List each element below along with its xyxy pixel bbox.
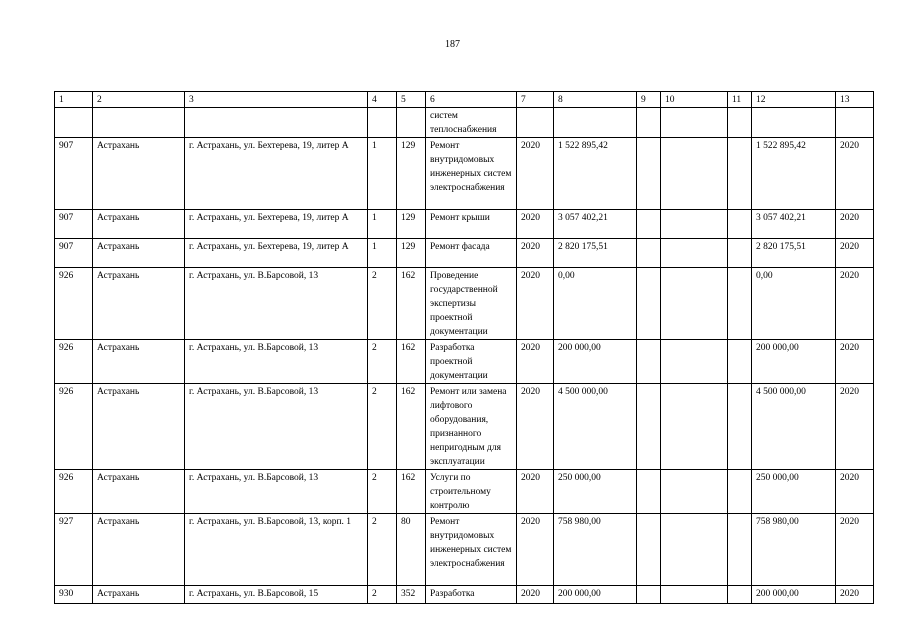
table-cell [55, 108, 93, 138]
table-cell: 162 [397, 268, 426, 340]
table-cell: Проведение государственной экспертизы проектной документации [426, 268, 517, 340]
table-cell: Астрахань [93, 340, 185, 384]
table-cell: г. Астрахань, ул. В.Барсовой, 15 [185, 586, 368, 604]
table-cell: 907 [55, 239, 93, 268]
table-cell [728, 384, 752, 470]
table-cell [661, 470, 728, 514]
table-cell [752, 108, 836, 138]
table-body [55, 92, 874, 604]
column-header: 9 [637, 92, 661, 108]
table-cell: 2020 [517, 268, 554, 340]
table-cell: 2 820 175,51 [752, 239, 836, 268]
table-cell: 162 [397, 384, 426, 470]
table-cell: 162 [397, 470, 426, 514]
table-cell: Разработка проектной документации [426, 340, 517, 384]
column-header: 12 [752, 92, 836, 108]
column-header: 4 [368, 92, 397, 108]
table-cell: Ремонт или замена лифтового оборудования, признанного непригодным для эксплуатации [426, 384, 517, 470]
table-cell [728, 108, 752, 138]
table-row [55, 384, 874, 470]
table-cell: Ремонт внутридомовых инженерных систем электроснабжения [426, 138, 517, 210]
page-number: 187 [445, 39, 460, 50]
table-cell: 927 [55, 514, 93, 586]
table-cell: 2020 [836, 138, 874, 210]
table-cell: 129 [397, 210, 426, 239]
table-cell: 2020 [836, 210, 874, 239]
table-cell: 250 000,00 [554, 470, 637, 514]
table-cell [661, 138, 728, 210]
table-cell [637, 108, 661, 138]
table-cell: 2020 [517, 340, 554, 384]
table-cell: 2 [368, 586, 397, 604]
table-cell [368, 108, 397, 138]
table-row [55, 138, 874, 210]
column-header: 8 [554, 92, 637, 108]
table-cell: 2020 [517, 138, 554, 210]
table-cell [637, 268, 661, 340]
register-table [54, 91, 874, 604]
table-cell [185, 108, 368, 138]
table-cell: 2020 [836, 340, 874, 384]
table-cell [728, 586, 752, 604]
table-cell [554, 108, 637, 138]
table-cell [661, 384, 728, 470]
table-cell: Астрахань [93, 586, 185, 604]
table-cell: Астрахань [93, 514, 185, 586]
table-cell: 2 [368, 384, 397, 470]
table-cell [728, 514, 752, 586]
table-cell [661, 586, 728, 604]
table-cell: 926 [55, 340, 93, 384]
table-cell: 250 000,00 [752, 470, 836, 514]
table-cell: г. Астрахань, ул. В.Барсовой, 13, корп. 1 [185, 514, 368, 586]
table-cell: 200 000,00 [554, 586, 637, 604]
table-cell [728, 340, 752, 384]
table-cell: 352 [397, 586, 426, 604]
table-cell: 2 [368, 470, 397, 514]
table-cell [517, 108, 554, 138]
table-cell [637, 514, 661, 586]
table-cell [637, 586, 661, 604]
table-cell: г. Астрахань, ул. Бехтерева, 19, литер А [185, 239, 368, 268]
table-cell: 129 [397, 239, 426, 268]
table-cell: 129 [397, 138, 426, 210]
column-header: 13 [836, 92, 874, 108]
table-cell: 80 [397, 514, 426, 586]
table-row [55, 268, 874, 340]
table-cell [728, 470, 752, 514]
table-row [55, 239, 874, 268]
table-cell: Услуги по строительному контролю [426, 470, 517, 514]
table-row [55, 514, 874, 586]
table-row [55, 210, 874, 239]
table-cell: 926 [55, 268, 93, 340]
column-header: 6 [426, 92, 517, 108]
table-cell: Астрахань [93, 138, 185, 210]
table-cell [728, 210, 752, 239]
table-cell [661, 108, 728, 138]
table-cell: 758 980,00 [752, 514, 836, 586]
table-cell: 2020 [836, 586, 874, 604]
table-cell: Астрахань [93, 210, 185, 239]
table-cell [637, 340, 661, 384]
table-cell [836, 108, 874, 138]
table-cell: Ремонт крыши [426, 210, 517, 239]
table-cell: 1 522 895,42 [752, 138, 836, 210]
table-cell [728, 239, 752, 268]
column-header: 10 [661, 92, 728, 108]
table-row [55, 470, 874, 514]
table-cell [637, 470, 661, 514]
table-cell: 3 057 402,21 [752, 210, 836, 239]
table-header-row [55, 92, 874, 108]
table-cell [637, 210, 661, 239]
table-cell: 758 980,00 [554, 514, 637, 586]
table-cell: 2020 [836, 384, 874, 470]
table-cell [661, 239, 728, 268]
table-cell: 2 [368, 514, 397, 586]
table-cell: 0,00 [554, 268, 637, 340]
table-row [55, 340, 874, 384]
table-row [55, 108, 874, 138]
table-cell: 162 [397, 340, 426, 384]
table-cell: систем теплоснабжения [426, 108, 517, 138]
table-cell: 200 000,00 [752, 586, 836, 604]
table-cell: 3 057 402,21 [554, 210, 637, 239]
column-header: 5 [397, 92, 426, 108]
table-cell: 2 [368, 340, 397, 384]
table-cell: Разработка [426, 586, 517, 604]
column-header: 3 [185, 92, 368, 108]
table-cell: 930 [55, 586, 93, 604]
table-cell: г. Астрахань, ул. В.Барсовой, 13 [185, 340, 368, 384]
table-cell: 907 [55, 210, 93, 239]
table-cell [661, 268, 728, 340]
table-cell: 2020 [517, 239, 554, 268]
table-cell: г. Астрахань, ул. В.Барсовой, 13 [185, 268, 368, 340]
table-cell: 926 [55, 470, 93, 514]
table-cell [397, 108, 426, 138]
table-cell: 1 [368, 239, 397, 268]
table-cell: Астрахань [93, 470, 185, 514]
table-cell: 2 820 175,51 [554, 239, 637, 268]
table-cell: 4 500 000,00 [554, 384, 637, 470]
table-cell: 1 [368, 138, 397, 210]
column-header: 11 [728, 92, 752, 108]
table-cell [637, 239, 661, 268]
table-cell: 200 000,00 [752, 340, 836, 384]
table-cell: 1 522 895,42 [554, 138, 637, 210]
table-cell [637, 138, 661, 210]
table-cell: 2020 [836, 514, 874, 586]
table-cell: г. Астрахань, ул. В.Барсовой, 13 [185, 384, 368, 470]
table-cell [728, 138, 752, 210]
table-cell [661, 514, 728, 586]
table-cell [637, 384, 661, 470]
table-cell: 2020 [836, 239, 874, 268]
table-cell: 2020 [517, 586, 554, 604]
column-header: 2 [93, 92, 185, 108]
table-cell: Астрахань [93, 239, 185, 268]
table-cell: 1 [368, 210, 397, 239]
table-row [55, 586, 874, 604]
table-cell: 907 [55, 138, 93, 210]
column-header: 7 [517, 92, 554, 108]
table-cell: 2020 [836, 470, 874, 514]
table-cell: Ремонт фасада [426, 239, 517, 268]
table-cell: 2020 [517, 514, 554, 586]
table-cell [661, 340, 728, 384]
table-cell: г. Астрахань, ул. В.Барсовой, 13 [185, 470, 368, 514]
table-cell [93, 108, 185, 138]
table-cell [728, 268, 752, 340]
table-cell: 926 [55, 384, 93, 470]
table-cell: 2020 [836, 268, 874, 340]
table-cell: 2 [368, 268, 397, 340]
table-cell: г. Астрахань, ул. Бехтерева, 19, литер А [185, 138, 368, 210]
table-cell: 0,00 [752, 268, 836, 340]
table-cell: Ремонт внутридомовых инженерных систем электроснабжения [426, 514, 517, 586]
table-cell: 2020 [517, 210, 554, 239]
column-header: 1 [55, 92, 93, 108]
table-cell: Астрахань [93, 384, 185, 470]
table-cell: 2020 [517, 470, 554, 514]
table-cell [661, 210, 728, 239]
table-cell: 200 000,00 [554, 340, 637, 384]
table-cell: Астрахань [93, 268, 185, 340]
table-cell: 4 500 000,00 [752, 384, 836, 470]
table-cell: г. Астрахань, ул. Бехтерева, 19, литер А [185, 210, 368, 239]
table-cell: 2020 [517, 384, 554, 470]
